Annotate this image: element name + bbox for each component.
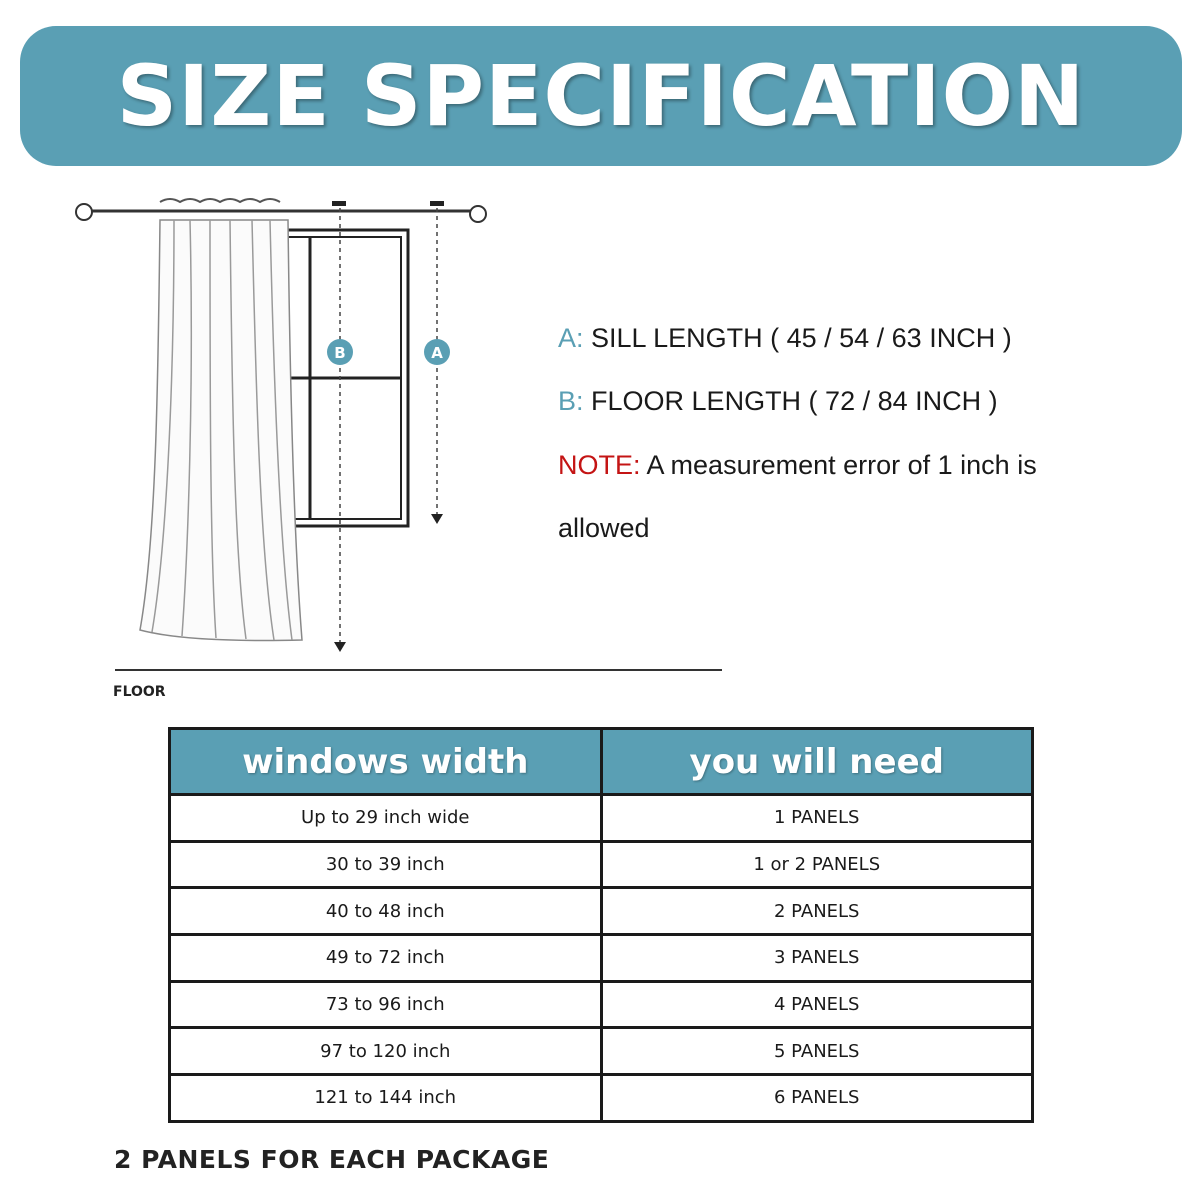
cell-width: Up to 29 inch wide: [170, 795, 602, 842]
header-you-will-need: you will need: [601, 729, 1033, 795]
table-row: [170, 935, 1033, 982]
curtain-panel: [140, 199, 302, 641]
cell-width: 73 to 96 inch: [170, 981, 602, 1028]
title-banner: [20, 26, 1182, 166]
spec-sill-length: [558, 323, 1012, 354]
measure-line-b: [327, 208, 353, 652]
spec-b-key: B:: [558, 386, 584, 416]
measure-line-a: [424, 208, 450, 524]
marker-a-label: A: [431, 344, 443, 362]
note-text: A measurement error of 1 inch is: [646, 450, 1037, 480]
table-row: [170, 1028, 1033, 1075]
window-frame: [280, 230, 408, 526]
table-row: [170, 981, 1033, 1028]
cell-width: 49 to 72 inch: [170, 935, 602, 982]
cell-width: 121 to 144 inch: [170, 1075, 602, 1122]
cell-width: 30 to 39 inch: [170, 841, 602, 888]
cell-panels: 6 PANELS: [601, 1075, 1033, 1122]
footer-note: 2 PANELS FOR EACH PACKAGE: [114, 1145, 550, 1174]
table-row: [170, 795, 1033, 842]
cell-panels: 3 PANELS: [601, 935, 1033, 982]
note-key: NOTE:: [558, 450, 641, 480]
table-row: [170, 888, 1033, 935]
spec-note-continued: allowed: [558, 513, 650, 543]
spec-b-text: FLOOR LENGTH ( 72 / 84 INCH ): [591, 386, 998, 416]
cell-panels: 1 or 2 PANELS: [601, 841, 1033, 888]
spec-floor-length: [558, 386, 998, 417]
table-header-row: [170, 729, 1033, 795]
page-title: SIZE SPECIFICATION: [116, 47, 1086, 145]
cell-panels: 2 PANELS: [601, 888, 1033, 935]
size-table: [168, 727, 1034, 1123]
spec-a-text: SILL LENGTH ( 45 / 54 / 63 INCH ): [591, 323, 1012, 353]
table-row: [170, 841, 1033, 888]
cell-panels: 4 PANELS: [601, 981, 1033, 1028]
table-row: [170, 1075, 1033, 1122]
cell-width: 40 to 48 inch: [170, 888, 602, 935]
cell-width: 97 to 120 inch: [170, 1028, 602, 1075]
spec-a-key: A:: [558, 323, 584, 353]
floor-label: FLOOR: [113, 684, 166, 700]
cell-panels: 1 PANELS: [601, 795, 1033, 842]
header-windows-width: windows width: [170, 729, 602, 795]
curtain-rod: [76, 201, 486, 222]
spec-note: [558, 450, 1037, 481]
marker-b-label: B: [334, 344, 346, 362]
cell-panels: 5 PANELS: [601, 1028, 1033, 1075]
